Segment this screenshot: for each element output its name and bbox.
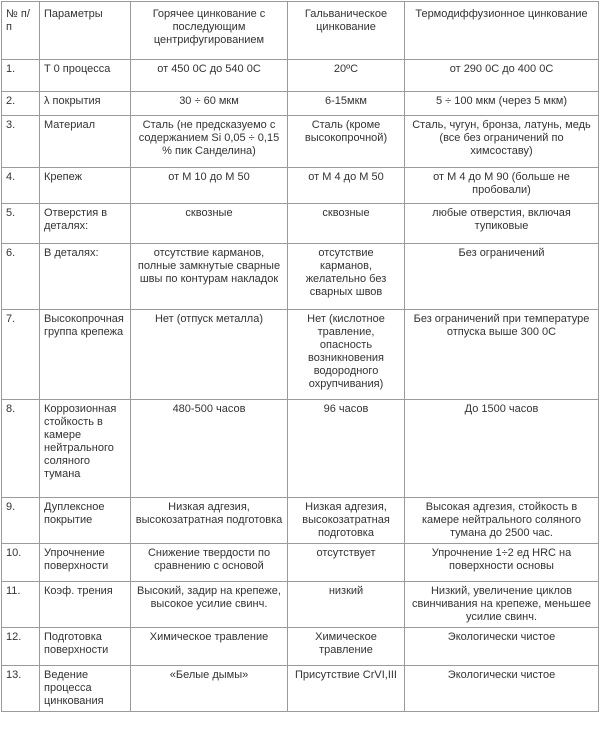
cell-galv: Химическое травление: [288, 628, 405, 666]
cell-thermo: Сталь, чугун, бронза, латунь, медь (все без ограничений по химсоставу): [405, 116, 599, 168]
table-row: [2, 582, 599, 628]
table-row: [2, 498, 599, 544]
cell-hot: 480-500 часов: [131, 400, 288, 498]
table-row: [2, 628, 599, 666]
cell-thermo: Упрочнение 1÷2 ед HRC на поверхности основы: [405, 544, 599, 582]
cell-hot: Химическое травление: [131, 628, 288, 666]
cell-thermo: Без ограничений: [405, 244, 599, 310]
cell-galv: Присутствие CrVI,III: [288, 666, 405, 712]
cell-galv: отсутствует: [288, 544, 405, 582]
cell-thermo: любые отверстия, включая тупиковые: [405, 204, 599, 244]
cell-galv: низкий: [288, 582, 405, 628]
cell-num: 12.: [2, 628, 40, 666]
cell-thermo: Высокая адгезия, стойкость в камере нейтрального соляного тумана до 2500 час.: [405, 498, 599, 544]
header-galv: Гальваническое цинкование: [288, 2, 405, 60]
cell-param: Крепеж: [40, 168, 131, 204]
cell-num: 3.: [2, 116, 40, 168]
cell-thermo: Низкий, увеличение циклов свинчивания на крепеже, меньшее усилие свинч.: [405, 582, 599, 628]
cell-thermo: Без ограничений при температуре отпуска выше 300 0C: [405, 310, 599, 400]
cell-num: 10.: [2, 544, 40, 582]
cell-param: Упрочнение поверхности: [40, 544, 131, 582]
table-row: [2, 60, 599, 92]
table-row: [2, 116, 599, 168]
table-row: [2, 544, 599, 582]
cell-galv: от М 4 до М 50: [288, 168, 405, 204]
cell-galv: Низкая адгезия, высокозатратная подготовка: [288, 498, 405, 544]
header-row: [2, 2, 599, 60]
cell-num: 9.: [2, 498, 40, 544]
cell-galv: 96 часов: [288, 400, 405, 498]
cell-hot: Сталь (не предсказуемо с содержанием Si 0,05 ÷ 0,15 % пик Санделина): [131, 116, 288, 168]
header-param: Параметры: [40, 2, 131, 60]
cell-num: 5.: [2, 204, 40, 244]
header-hot: Горячее цинкование с последующим центрифугированием: [131, 2, 288, 60]
cell-hot: от М 10 до М 50: [131, 168, 288, 204]
cell-num: 11.: [2, 582, 40, 628]
header-thermo: Термодиффузионное цинкование: [405, 2, 599, 60]
cell-hot: Нет (отпуск металла): [131, 310, 288, 400]
cell-thermo: от 290 0C до 400 0C: [405, 60, 599, 92]
cell-hot: сквозные: [131, 204, 288, 244]
cell-thermo: 5 ÷ 100 мкм (через 5 мкм): [405, 92, 599, 116]
cell-param: Отверстия в деталях:: [40, 204, 131, 244]
cell-hot: 30 ÷ 60 мкм: [131, 92, 288, 116]
table-row: [2, 400, 599, 498]
table-row: [2, 204, 599, 244]
cell-param: T 0 процесса: [40, 60, 131, 92]
cell-galv: отсутствие карманов, желательно без сварных швов: [288, 244, 405, 310]
cell-param: Коррозионная стойкость в камере нейтрального соляного тумана: [40, 400, 131, 498]
comparison-table: [1, 1, 599, 712]
table-row: [2, 244, 599, 310]
cell-param: Материал: [40, 116, 131, 168]
cell-hot: Снижение твердости по сравнению с основой: [131, 544, 288, 582]
cell-num: 1.: [2, 60, 40, 92]
cell-param: Ведение процесса цинкования: [40, 666, 131, 712]
table-row: [2, 310, 599, 400]
cell-galv: сквозные: [288, 204, 405, 244]
cell-hot: Высокий, задир на крепеже, высокое усилие свинч.: [131, 582, 288, 628]
cell-galv: Нет (кислотное травление, опасность возникновения водородного охрупчивания): [288, 310, 405, 400]
cell-galv: 6-15мкм: [288, 92, 405, 116]
header-num: № п/п: [2, 2, 40, 60]
cell-thermo: от М 4 до М 90 (больше не пробовали): [405, 168, 599, 204]
cell-num: 2.: [2, 92, 40, 116]
cell-param: Высокопрочная группа крепежа: [40, 310, 131, 400]
cell-param: λ покрытия: [40, 92, 131, 116]
cell-num: 6.: [2, 244, 40, 310]
cell-num: 4.: [2, 168, 40, 204]
cell-galv: Сталь (кроме высокопрочной): [288, 116, 405, 168]
cell-thermo: До 1500 часов: [405, 400, 599, 498]
cell-num: 13.: [2, 666, 40, 712]
cell-hot: Низкая адгезия, высокозатратная подготовка: [131, 498, 288, 544]
table-row: [2, 666, 599, 712]
cell-param: В деталях:: [40, 244, 131, 310]
cell-param: Дуплексное покрытие: [40, 498, 131, 544]
table-row: [2, 92, 599, 116]
cell-galv: 20ºC: [288, 60, 405, 92]
table-row: [2, 168, 599, 204]
cell-hot: от 450 0C до 540 0C: [131, 60, 288, 92]
cell-thermo: Экологически чистое: [405, 628, 599, 666]
cell-param: Коэф. трения: [40, 582, 131, 628]
cell-num: 7.: [2, 310, 40, 400]
cell-num: 8.: [2, 400, 40, 498]
cell-hot: «Белые дымы»: [131, 666, 288, 712]
cell-param: Подготовка поверхности: [40, 628, 131, 666]
cell-thermo: Экологически чистое: [405, 666, 599, 712]
cell-hot: отсутствие карманов, полные замкнутые сварные швы по контурам накладок: [131, 244, 288, 310]
